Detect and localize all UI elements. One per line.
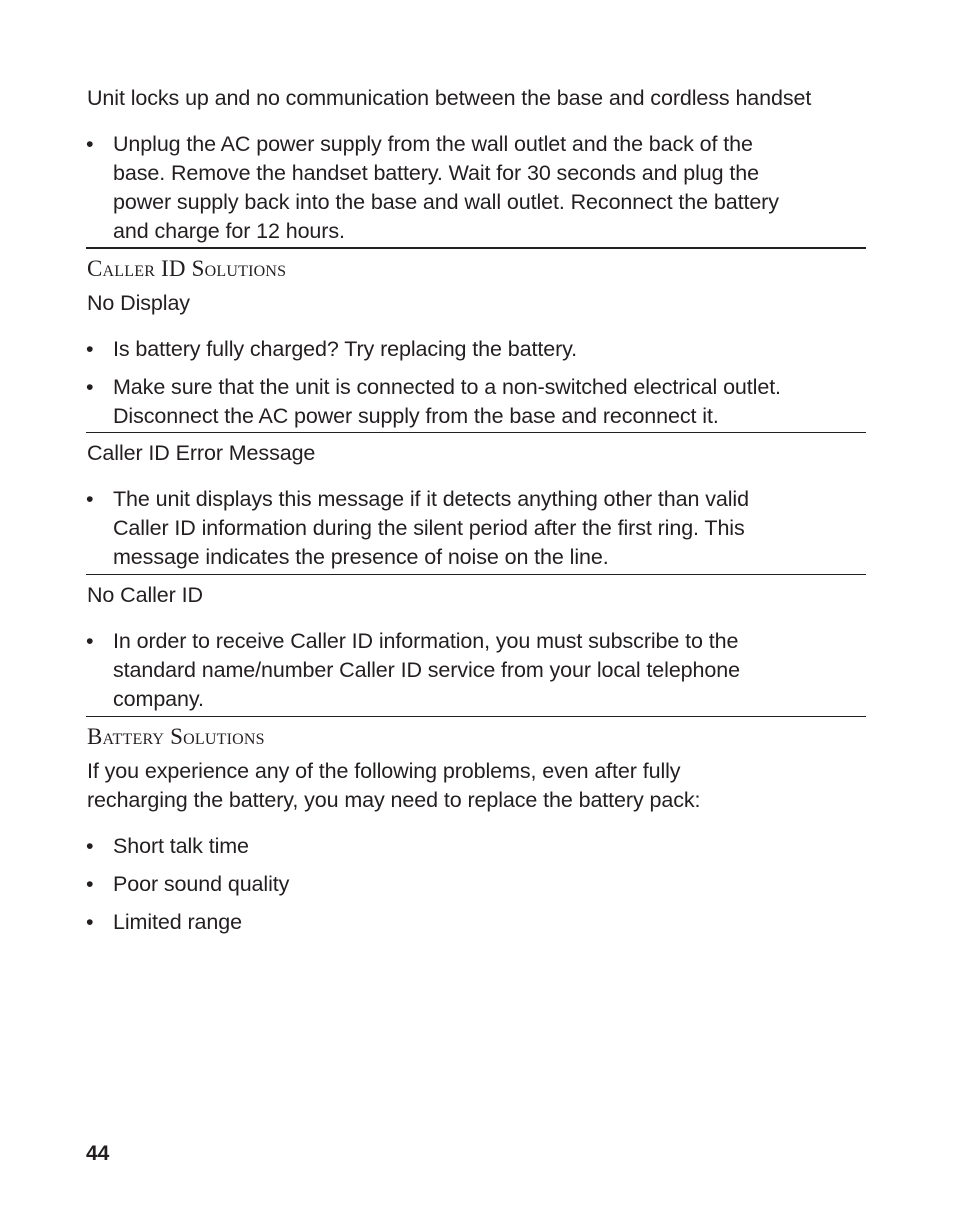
error-message-bullet-line-3: message indicates the presence of noise on the line.: [113, 545, 609, 569]
battery-item: Short talk time: [113, 834, 249, 858]
error-message-bullet-line-2: Caller ID information during the silent period after the first ring. This: [113, 516, 745, 540]
section-divider: [86, 716, 866, 717]
battery-intro-line-2: recharging the battery, you may need to replace the battery pack:: [87, 788, 701, 812]
lockup-title: Unit locks up and no communication between the base and cordless handset: [87, 86, 812, 110]
bullet-marker: •: [86, 337, 94, 361]
bullet-marker: •: [86, 872, 94, 896]
no-caller-id-bullet-line-1: In order to receive Caller ID information, you must subscribe to the: [113, 629, 739, 653]
battery-heading: Battery Solutions: [87, 724, 265, 749]
bullet-marker: •: [86, 487, 94, 511]
subsection-divider: [86, 432, 866, 433]
no-display-title: No Display: [87, 291, 190, 315]
battery-item: Poor sound quality: [113, 872, 290, 896]
bullet-marker: •: [86, 629, 94, 653]
error-message-title: Caller ID Error Message: [87, 441, 316, 465]
no-caller-id-title: No Caller ID: [87, 583, 203, 607]
page-number: 44: [86, 1142, 110, 1165]
bullet-marker: •: [86, 132, 94, 156]
bullet-marker: •: [86, 910, 94, 934]
lockup-bullet-line-3: power supply back into the base and wall outlet. Reconnect the battery: [113, 190, 779, 214]
lockup-bullet-line-2: base. Remove the handset battery. Wait for 30 seconds and plug the: [113, 161, 759, 185]
no-display-bullet2-line-2: Disconnect the AC power supply from the base and reconnect it.: [113, 404, 719, 428]
no-display-bullet2-line-1: Make sure that the unit is connected to a non-switched electrical outlet.: [113, 375, 781, 399]
no-caller-id-bullet-line-3: company.: [113, 687, 204, 711]
no-display-bullet1-line-1: Is battery fully charged? Try replacing the battery.: [113, 337, 578, 361]
section-divider: [86, 247, 866, 249]
lockup-bullet-line-4: and charge for 12 hours.: [113, 219, 345, 243]
bullet-marker: •: [86, 834, 94, 858]
battery-item: Limited range: [113, 910, 242, 934]
subsection-divider: [86, 574, 866, 575]
lockup-bullet-line-1: Unplug the AC power supply from the wall outlet and the back of the: [113, 132, 753, 156]
no-caller-id-bullet-line-2: standard name/number Caller ID service from your local telephone: [113, 658, 740, 682]
caller-id-heading: Caller ID Solutions: [87, 256, 287, 281]
bullet-marker: •: [86, 375, 94, 399]
error-message-bullet-line-1: The unit displays this message if it detects anything other than valid: [113, 487, 749, 511]
battery-intro-line-1: If you experience any of the following problems, even after fully: [87, 759, 681, 783]
